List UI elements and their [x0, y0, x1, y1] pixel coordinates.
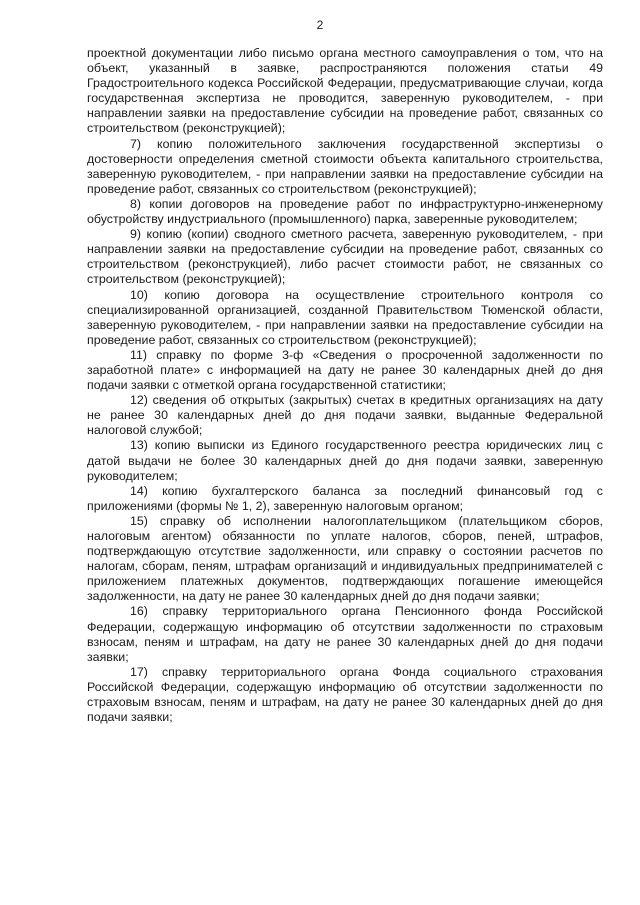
- document-body: [87, 46, 603, 725]
- list-item-17: 17) справку территориального органа Фонда социального страхования Российской Федерации, содержащую информацию об отсутствии задолженности по страховым взносам, пеням и штрафам, на дату не ранее 30 календарных дней до дня подачи заявки;: [87, 664, 603, 725]
- list-item-13: 13) копию выписки из Единого государственного реестра юридических лиц с датой выдачи не более 30 календарных дней до дня подачи заявки, заверенную руководителем;: [87, 438, 603, 483]
- list-item-7: 7) копию положительного заключения государственной экспертизы о достоверности определения сметной стоимости объекта капитального строительства, заверенную руководителем, - при направлении заявки на предоставление субсидии на проведение работ, связанных со строительством (реконструкцией);: [87, 136, 603, 196]
- list-item-14: 14) копию бухгалтерского баланса за последний финансовый год с приложениями (формы № 1, 2), заверенную налоговым органом;: [87, 483, 603, 513]
- list-item-10: 10) копию договора на осуществление строительного контроля со специализированной организацией, созданной Правительством Тюменской области, заверенную руководителем, - при направлении заявки на предоставление субсидии на проведение работ, связанных со строительством (реконструкцией);: [87, 287, 603, 347]
- list-item-16: 16) справку территориального органа Пенсионного фонда Российской Федерации, содержащую информацию об отсутствии задолженности по страховым взносам, пеням и штрафам, на дату не ранее 30 календарных дней до дня подачи заявки;: [87, 604, 603, 664]
- list-item-9: 9) копию (копии) сводного сметного расчета, заверенную руководителем, - при направлении заявки на предоставление субсидии на проведение работ, связанных со строительством (реконструкцией), либо расчет стоимости работ, не связанных со строительством (реконструкцией);: [87, 227, 603, 287]
- list-item-8: 8) копии договоров на проведение работ по инфраструктурно-инженерному обустройству индустриального (промышленного) парка, заверенные руководителем;: [87, 196, 603, 227]
- paragraph-continuation: проектной документации либо письмо органа местного самоуправления о том, что на объект, указанный в заявке, распространяются положения статьи 49 Градостроительного кодекса Российской Федерации, предусматривающие случаи, когда государственная экспертиза не проводится, заверенную руководителем, - при направлении заявки на предоставление субсидии на проведение работ, связанных со строительством (реконструкцией);: [87, 46, 603, 136]
- list-item-12: 12) сведения об открытых (закрытых) счетах в кредитных организациях на дату не ранее 30 календарных дней до дня подачи заявки, выданные Федеральной налоговой службой;: [87, 393, 603, 438]
- page-number: 2: [316, 18, 324, 32]
- list-item-11: 11) справку по форме 3-ф «Сведения о просроченной задолженности по заработной плате» с информацией на дату не ранее 30 календарных дней до дня подачи заявки с отметкой органа государственной статистики;: [87, 347, 603, 393]
- list-item-15: 15) справку об исполнении налогоплательщиком (плательщиком сборов, налоговым агентом) обязанности по уплате налогов, сборов, пеней, штрафов, подтверждающую отсутствие задолженности, или справку о состоянии расчетов по налогам, сборам, пеням, штрафам организаций и индивидуальных предпринимателей с приложением платежных документов, подтверждающих погашение имеющейся задолженности, на дату не ранее 30 календарных дней до дня подачи заявки;: [87, 513, 603, 604]
